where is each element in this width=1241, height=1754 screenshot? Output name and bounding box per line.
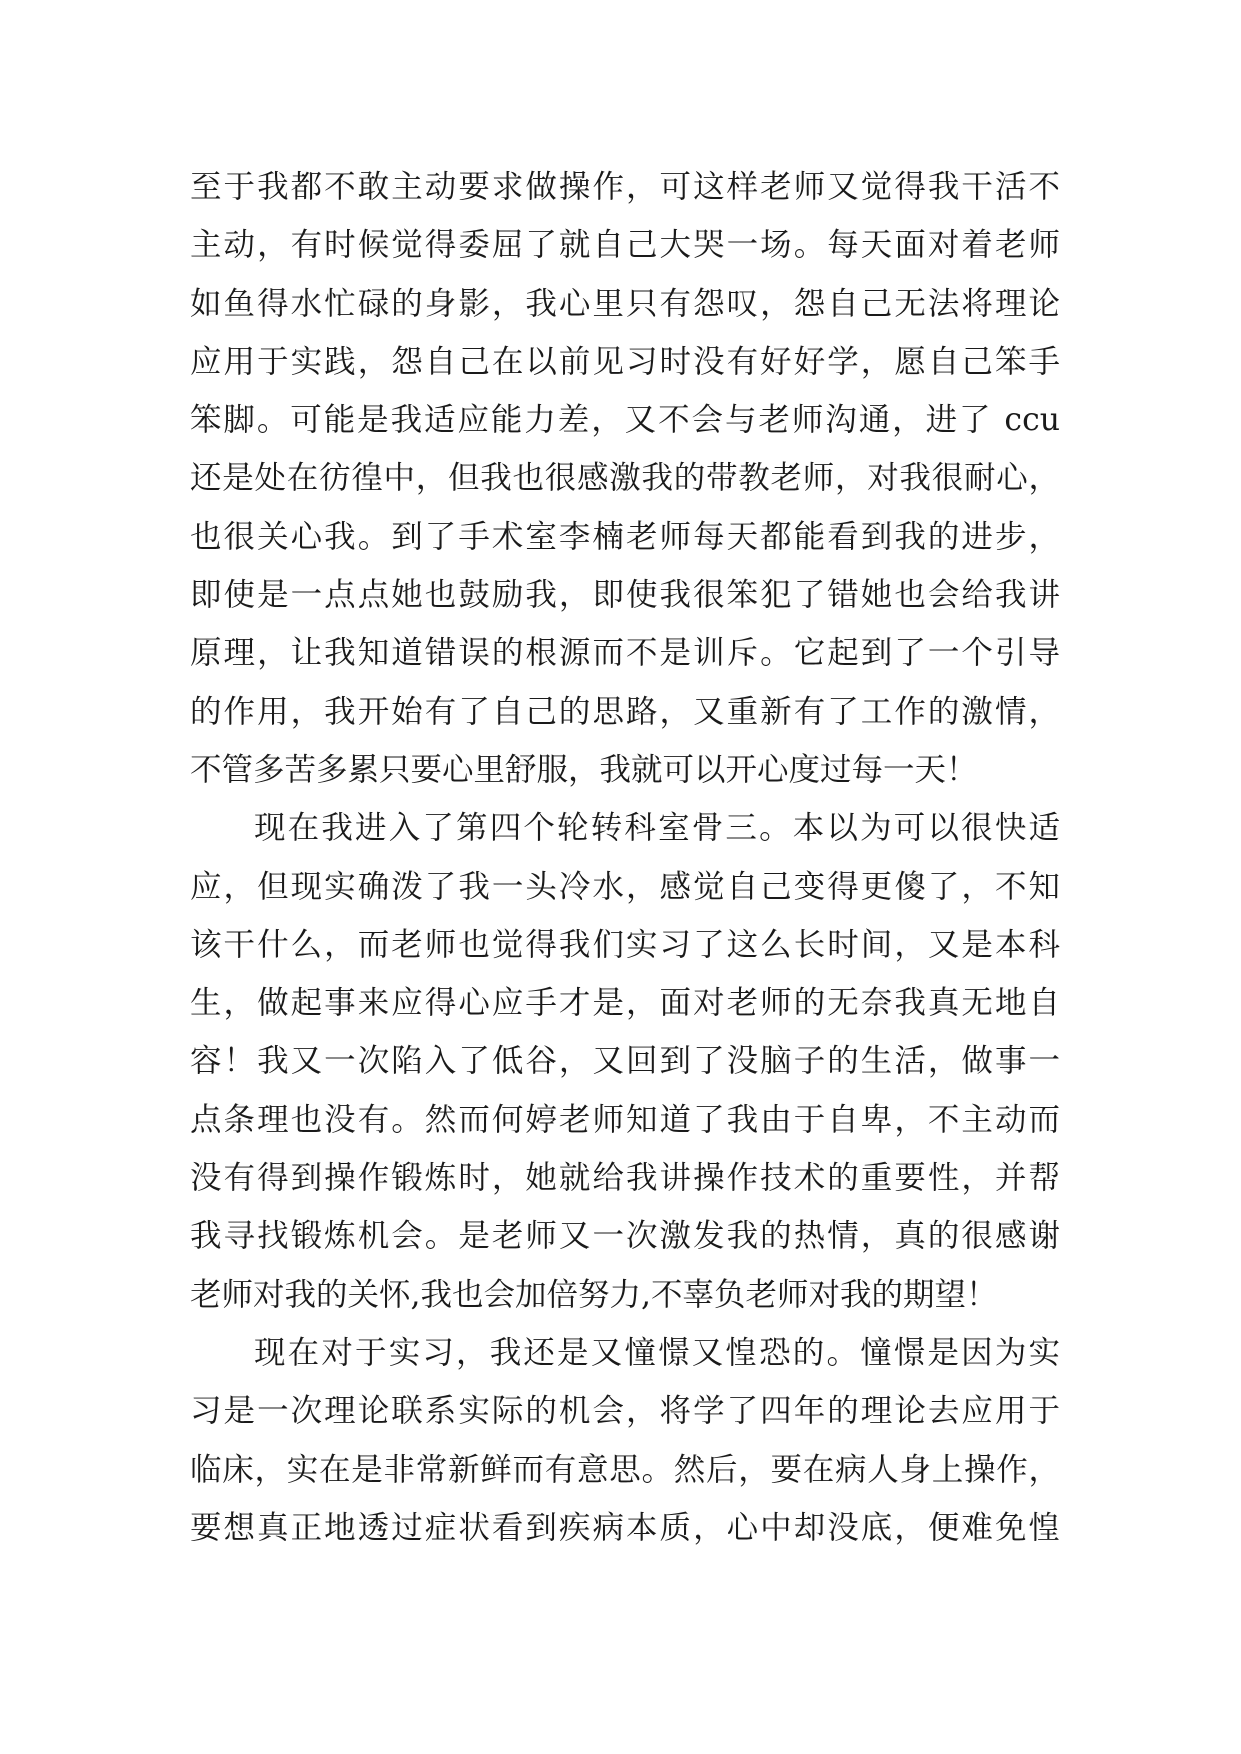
text-line: 不管多苦多累只要心里舒服，我就可以开心度过每一天！ bbox=[190, 751, 978, 788]
text-line: 笨脚。可能是我适应能力差，又不会与老师沟通，进了 ccu bbox=[190, 402, 1060, 439]
text-line: 临床，实在是非常新鲜而有意思。然后，要在病人身上操作， bbox=[190, 1451, 1060, 1488]
text-line: 点条理也没有。然而何婷老师知道了我由于自卑，不主动而 bbox=[190, 1101, 1060, 1138]
body-text bbox=[190, 158, 1060, 1557]
text-line: 该干什么，而老师也觉得我们实习了这么长时间，又是本科 bbox=[190, 926, 1060, 963]
text-line: 我寻找锻炼机会。是老师又一次激发我的热情，真的很感谢 bbox=[190, 1218, 1060, 1255]
text-line: 容！我又一次陷入了低谷，又回到了没脑子的生活，做事一 bbox=[190, 1043, 1060, 1080]
text-line: 习是一次理论联系实际的机会，将学了四年的理论去应用于 bbox=[190, 1393, 1060, 1430]
paragraph-first-line: 现在对于实习，我还是又憧憬又惶恐的。憧憬是因为实 bbox=[254, 1334, 1060, 1371]
text-line: 应，但现实确泼了我一头冷水，感觉自己变得更傻了，不知 bbox=[190, 868, 1060, 905]
text-line: 生，做起事来应得心应手才是，面对老师的无奈我真无地自 bbox=[190, 985, 1060, 1022]
text-line: 要想真正地透过症状看到疾病本质，心中却没底，便难免惶 bbox=[190, 1509, 1060, 1546]
text-line: 原理，让我知道错误的根源而不是训斥。它起到了一个引导 bbox=[190, 635, 1060, 672]
text-line: 如鱼得水忙碌的身影，我心里只有怨叹，怨自己无法将理论 bbox=[190, 285, 1060, 322]
text-line: 应用于实践，怨自己在以前见习时没有好好学，愿自己笨手 bbox=[190, 343, 1060, 380]
text-line: 也很关心我。到了手术室李楠老师每天都能看到我的进步， bbox=[190, 518, 1060, 555]
text-line: 没有得到操作锻炼时，她就给我讲操作技术的重要性，并帮 bbox=[190, 1160, 1060, 1197]
text-line: 至于我都不敢主动要求做操作，可这样老师又觉得我干活不 bbox=[190, 169, 1060, 205]
text-line: 还是处在彷徨中，但我也很感激我的带教老师，对我很耐心， bbox=[190, 460, 1060, 497]
text-line: 的作用，我开始有了自己的思路，又重新有了工作的激情， bbox=[190, 693, 1060, 730]
text-line: 即使是一点点她也鼓励我，即使我很笨犯了错她也会给我讲 bbox=[190, 577, 1060, 614]
text-line: 老师对我的关怀,我也会加倍努力,不辜负老师对我的期望！ bbox=[190, 1276, 998, 1313]
text-line: 主动，有时候觉得委屈了就自己大哭一场。每天面对着老师 bbox=[190, 227, 1060, 264]
paragraph-first-line: 现在我进入了第四个轮转科室骨三。本以为可以很快适 bbox=[254, 810, 1060, 847]
